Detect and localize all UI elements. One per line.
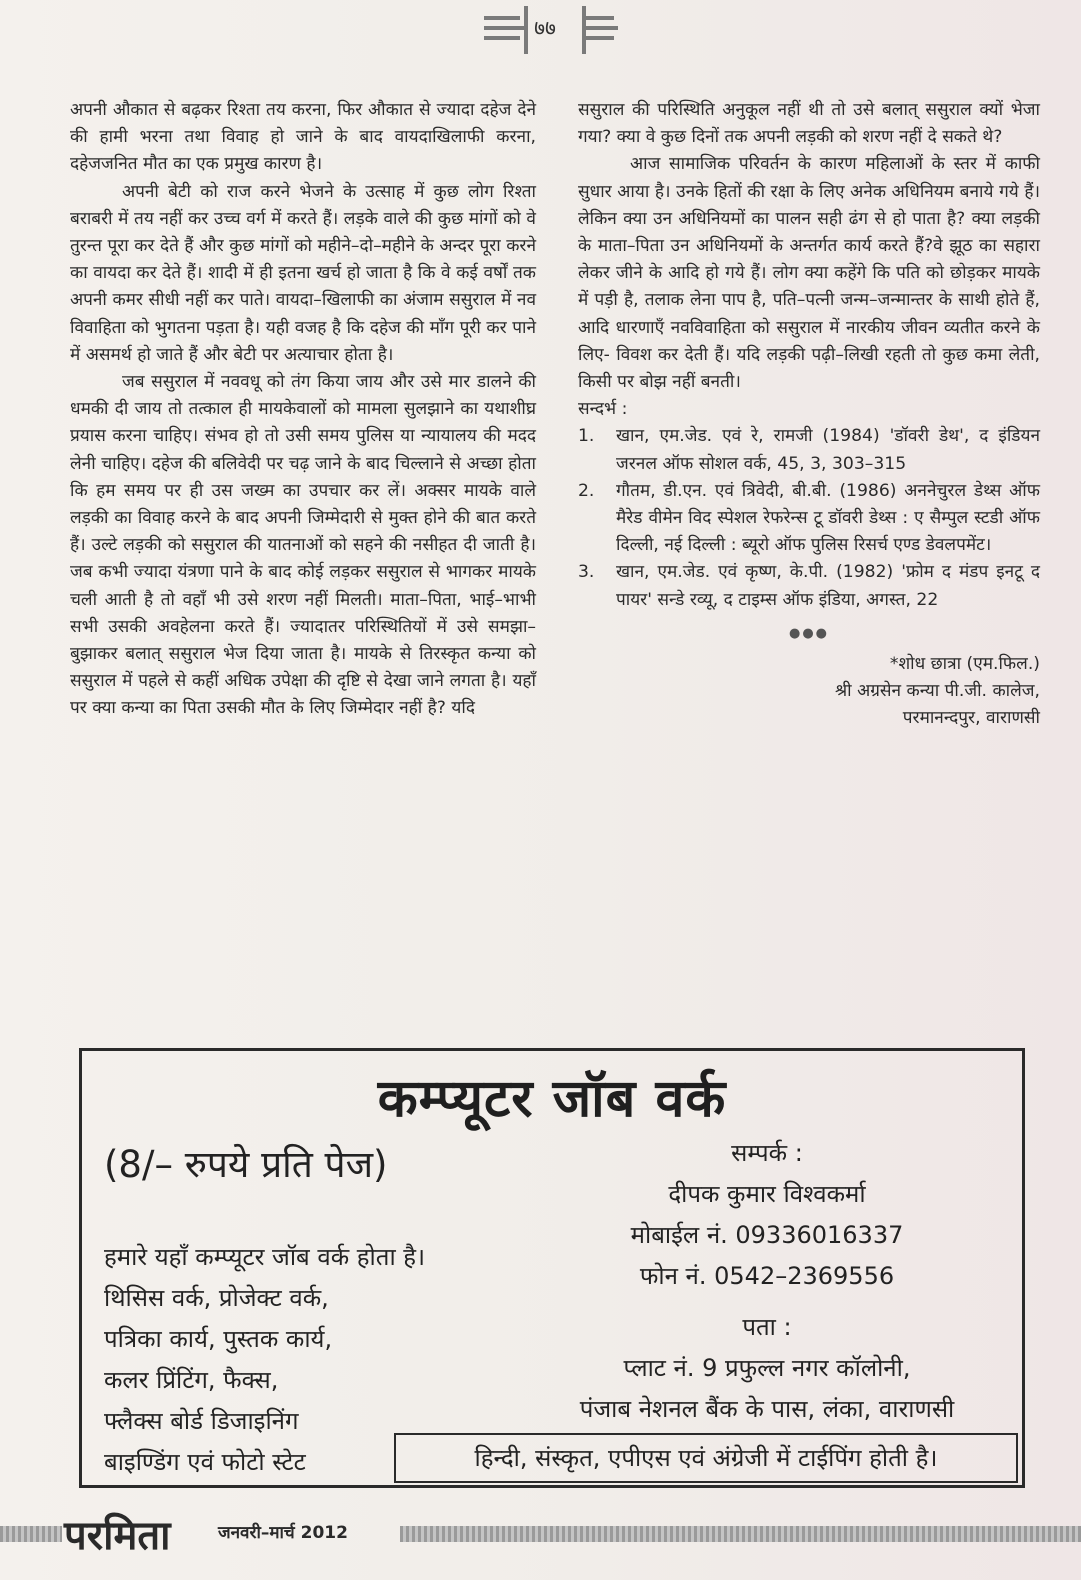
advertisement-box xyxy=(79,1048,1025,1488)
ad-title: कम्प्यूटर जॉब वर्क xyxy=(377,1069,727,1129)
references-heading: सन्दर्भ : xyxy=(578,399,628,420)
contact-name: दीपक कुमार विश्वकर्मा xyxy=(668,1180,866,1208)
service-line: कलर प्रिंटिंग, फैक्स, xyxy=(104,1366,279,1394)
body-paragraph: अपनी बेटी को राज करने भेजने के उत्साह में कुछ लोग रिश्ता बराबरी में तय नहीं कर उच्च वर्ग में करते हैं। लड़के वाले की कुछ मांगों को वे तुरन्त पूरा कर देते हैं और कुछ मांगों को महीने–दो–महीने के अन्दर पूरा करने का वायदा कर देते हैं। शादी में ही इतना खर्च हो जाता है कि वे कई वर्षों तक अपनी कमर सीधी नहीं कर पाते। वायदा–खिलाफी का अंजाम ससुराल में नव विवाहिता को भुगतना पड़ता है। यही वजह है कि दहेज की माँग पूरी कर पाने में असमर्थ हो जाते हैं और बेटी पर अत्याचार होता है। xyxy=(70,181,536,365)
author-affiliation xyxy=(578,651,1040,733)
affiliation-line: *शोध छात्रा (एम.फिल.) xyxy=(889,654,1040,675)
page-footer xyxy=(0,1510,1081,1560)
service-line: हमारे यहाँ कम्प्यूटर जॉब वर्क होता है। xyxy=(104,1243,426,1271)
separator-dots: ●●● xyxy=(788,625,830,641)
ad-contact xyxy=(522,1133,1012,1430)
body-paragraph: आज सामाजिक परिवर्तन के कारण महिलाओं के स्तर में काफी सुधार आया है। उनके हितों की रक्षा के लिए अनेक अधिनियम बनाये गये हैं। लेकिन क्या उन अधिनियमों का पालन सही ढंग से हो पाता है? क्या लड़की के माता–पिता उन अधिनियमों के अन्तर्गत कार्य करते हैं?वे झूठ का सहारा लेकर जीने के आदि हो गये हैं। लोग क्या कहेंगे कि पति को छोड़कर मायके में पड़ी है, तलाक लेना पाप है, पति–पत्नी जन्म–जन्मान्तर के साथी होते हैं, आदि धारणाएँ नवविवाहिता को ससुराल में नारकीय जीवन व्यतीत करने के लिए- विवश कर देती हैं। यदि लड़की पढ़ी–लिखी रहती तो कुछ कमा लेती, किसी पर बोझ नहीं बनती। xyxy=(578,154,1040,393)
right-column xyxy=(578,97,1040,733)
ad-services xyxy=(104,1237,425,1483)
footer-stripe xyxy=(0,1526,62,1542)
address-label: पता : xyxy=(742,1313,792,1341)
page-number: ७७ xyxy=(534,16,556,40)
affiliation-line: श्री अग्रसेन कन्या पी.जी. कालेज, xyxy=(834,681,1040,702)
body-paragraph: जब ससुराल में नववधू को तंग किया जाय और उसे मार डालने की धमकी दी जाय तो तत्काल ही मायकेवालों को मामला सुलझाने का यथाशीघ्र प्रयास करना चाहिए। संभव हो तो उसी समय पुलिस या न्यायालय की मदद लेनी चाहिए। दहेज की बलिवेदी पर चढ़ जाने के बाद चिल्लाने से अच्छा होता कि हम समय पर ही उस जख्म का उपचार कर लें। अक्सर मायके वाले लड़की का विवाह करने के बाद अपनी जिम्मेदारी से मुक्त होने की बात करते हैं। उल्टे लड़की को ससुराल की यातनाओं को सहने की नसीहत दी जाती है। जब कभी ज्यादा यंत्रणा पाने के बाद कोई लड़कर ससुराल से भागकर मायके चली आती है तो वहाँ भी उसे शरण नहीं मिलती। माता–पिता, भाई–भाभी सभी उसकी अवहेलना करते हैं। ज्यादातर परिस्थितियों में उसे समझा–बुझाकर बलात् ससुराल भेज दिया जाता है। मायके से तिरस्कृत कन्या को ससुराल में पहले से कहीं अधिक उपेक्षा की दृष्टि से देखा जाने लगता है। यहाँ पर क्या कन्या का पिता उसकी मौत के लिए जिम्मेदार नहीं है? यदि xyxy=(70,372,536,719)
service-line: थिसिस वर्क, प्रोजेक्ट वर्क, xyxy=(104,1284,329,1312)
address-line: पंजाब नेशनल बैंक के पास, लंका, वाराणसी xyxy=(579,1395,955,1423)
references-list xyxy=(578,423,1040,613)
left-column xyxy=(70,97,536,723)
body-paragraph: अपनी औकात से बढ़कर रिश्ता तय करना, फिर औकात से ज्यादा दहेज देने की हामी भरना तथा विवाह हो जाने के बाद वायदाखिलाफी करना, दहेजजनित मौत का एक प्रमुख कारण है। xyxy=(70,100,536,175)
magazine-name: परमिता xyxy=(64,1512,171,1559)
reference-item: 3. खान, एम.जेड. एवं कृष्ण, के.पी. (1982) 'फ्रोम द मंडप इनटू द पायर' सन्डे रव्यू, द टाइम्स ऑफ इंडिया, अगस्त, 22 xyxy=(578,562,1040,610)
body-paragraph: ससुराल की परिस्थिति अनुकूल नहीं थी तो उसे बलात् ससुराल क्यों भेजा गया? क्या वे कुछ दिनों तक अपनी लड़की को शरण नहीं दे सकते थे? xyxy=(578,100,1040,148)
service-line: फ्लैक्स बोर्ड डिजाइनिंग xyxy=(104,1407,299,1435)
footer-stripe xyxy=(400,1526,1081,1542)
typing-note: हिन्दी, संस्कृत, एपीएस एवं अंग्रेजी में टाईपिंग होती है। xyxy=(394,1433,1018,1483)
reference-item: 1. खान, एम.जेड. एवं रे, रामजी (1984) 'डॉवरी डेथ', द इंडियन जरनल ऑफ सोशल वर्क, 45, 3, 303–315 xyxy=(578,426,1040,474)
mobile-number: मोबाईल नं. 09336016337 xyxy=(630,1221,904,1249)
contact-label: सम्पर्क : xyxy=(731,1139,803,1167)
reference-item: 2. गौतम, डी.एन. एवं त्रिवेदी, बी.बी. (1986) अननेचुरल डेथ्स ऑफ मैरेड वीमेन विद स्पेशल रेफरेन्स टू डॉवरी डेथ्स : ए सैम्पुल स्टडी ऑफ दिल्ली, नई दिल्ली : ब्यूरो ऑफ पुलिस रिसर्च एण्ड डेवलपमेंट। xyxy=(578,480,1040,556)
ad-rate: (8/– रुपये प्रति पेज) xyxy=(104,1143,388,1186)
affiliation-line: परमानन्दपुर, वाराणसी xyxy=(902,708,1040,729)
issue-date: जनवरी–मार्च 2012 xyxy=(218,1523,348,1543)
address-line: प्लाट नं. 9 प्रफुल्ल नगर कॉलोनी, xyxy=(623,1354,911,1382)
phone-number: फोन नं. 0542–2369556 xyxy=(639,1262,895,1290)
service-line: पत्रिका कार्य, पुस्तक कार्य, xyxy=(104,1325,333,1353)
service-line: बाइण्डिंग एवं फोटो स्टेट xyxy=(104,1448,306,1476)
